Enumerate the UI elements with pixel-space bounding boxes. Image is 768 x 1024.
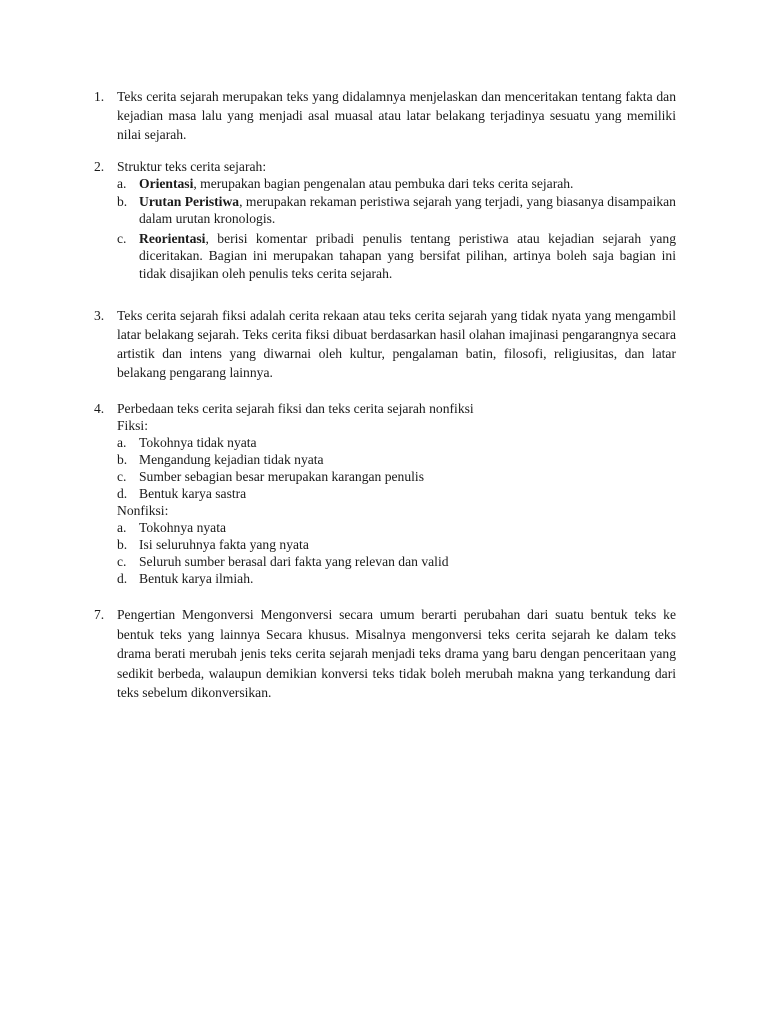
sub-letter: b. [117, 452, 128, 467]
sub-text: Bentuk karya ilmiah. [139, 571, 254, 586]
item-number: 4. [94, 401, 105, 416]
sub-text: , merupakan rekaman peristiwa sejarah yang terjadi, yang biasanya disampaikan dalam urutan kronologis. [139, 193, 676, 226]
fiksi-item [117, 468, 699, 485]
sub-term: Orientasi [139, 176, 194, 191]
item-number: 3. [94, 308, 105, 323]
sub-letter: a. [117, 520, 127, 535]
sub-letter: b. [117, 193, 128, 209]
item-number: 1. [94, 89, 105, 104]
sub-text: , merupakan bagian pengenalan atau pembuka dari teks cerita sejarah. [193, 176, 574, 191]
nonfiksi-item [117, 570, 699, 587]
fiksi-label: Fiksi: [117, 418, 148, 433]
fiksi-item [117, 451, 699, 468]
sub-letter: c. [117, 230, 127, 246]
nonfiksi-item [117, 553, 699, 570]
list-item-7 [94, 605, 676, 703]
nonfiksi-item [117, 519, 699, 536]
sub-letter: a. [117, 435, 127, 450]
list-item-4 [94, 400, 676, 434]
sub-text: Mengandung kejadian tidak nyata [139, 452, 324, 467]
sub-item-c [117, 230, 676, 283]
sub-letter: d. [117, 486, 128, 501]
sub-letter: c. [117, 554, 127, 569]
sub-text: Tokohnya nyata [139, 520, 227, 535]
sub-letter: c. [117, 469, 127, 484]
item-heading: Struktur teks cerita sejarah: [117, 159, 267, 174]
sub-text: Bentuk karya sastra [139, 486, 247, 501]
sub-text: Isi seluruhnya fakta yang nyata [139, 537, 309, 552]
fiksi-item [117, 485, 699, 502]
list-item-2 [94, 158, 676, 282]
sub-text: Tokohnya tidak nyata [139, 435, 257, 450]
item-number: 2. [94, 159, 105, 174]
item-heading: Perbedaan teks cerita sejarah fiksi dan teks cerita sejarah nonfiksi [117, 401, 474, 416]
sub-text: , berisi komentar pribadi penulis tentang peristiwa atau kejadian sejarah yang diceritakan. Bagian ini merupakan tahapan yang bersifat pilihan, artinya boleh saja bagian ini tidak disajikan oleh penulis teks cerita sejarah. [139, 230, 676, 281]
sub-text: Sumber sebagian besar merupakan karangan penulis [139, 469, 424, 484]
sub-term: Reorientasi [139, 230, 206, 246]
sub-letter: b. [117, 537, 128, 552]
sub-item-b [117, 193, 676, 228]
sub-letter: d. [117, 571, 128, 586]
item-text: Teks cerita sejarah fiksi adalah cerita rekaan atau teks cerita sejarah yang tidak nyata yang mengambil latar belakang sejarah. Teks cerita fiksi dibuat berdasarkan hasil olahan imajinasi pengarangnya secara artistik dan intens yang diwarnai oleh kultur, pengalaman batin, filosofi, religiusitas, dan latar belakang pengarang lainnya. [117, 308, 676, 380]
nonfiksi-label: Nonfiksi: [117, 503, 169, 518]
item-text: Teks cerita sejarah merupakan teks yang didalamnya menjelaskan dan menceritakan tentang fakta dan kejadian masa lalu yang menjadi asal muasal atau latar belakang terjadinya sesuatu yang memiliki nilai sejarah. [117, 89, 676, 142]
item-text: Pengertian Mengonversi Mengonversi secara umum berarti perubahan dari suatu bentuk teks ke bentuk teks yang lainnya Secara khusus. Misalnya mengonversi teks cerita sejarah ke dalam teks drama berati merubah jenis teks cerita sejarah menjadi teks drama yang baru dengan penceritaan yang sedikit berbeda, walaupun demikian konversi teks tidak boleh merubah makna yang terkandung dari teks sebelum dikonversikan. [117, 607, 676, 700]
sub-term: Urutan Peristiwa [139, 193, 240, 209]
sub-text: Seluruh sumber berasal dari fakta yang relevan dan valid [139, 554, 449, 569]
list-item-3 [94, 306, 676, 382]
item-number: 7. [94, 607, 105, 622]
sub-item-a [117, 175, 676, 193]
fiksi-item [117, 434, 699, 451]
list-item-1 [94, 87, 676, 144]
fiksi-list [117, 434, 699, 587]
sub-letter: a. [117, 176, 127, 191]
nonfiksi-item [117, 536, 699, 553]
